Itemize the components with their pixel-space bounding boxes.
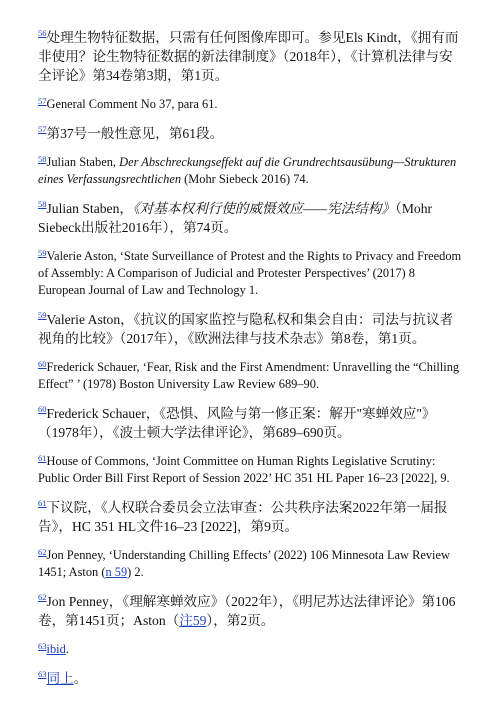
footnote-number-link[interactable]: 57: [38, 96, 47, 106]
footnote-62-en: [38, 547, 464, 581]
cross-reference-link[interactable]: 同上: [46, 671, 74, 686]
footnote-62-cn: [38, 592, 464, 630]
footnote-56-cn: [38, 28, 464, 85]
footnote-title-italic: Der Abschreckungseffekt auf die Grundrechtsausübung—Strukturen eines Verfassungsrechtlichen: [38, 155, 457, 186]
footnote-number-link[interactable]: 59: [38, 310, 47, 320]
footnote-60-en: [38, 359, 464, 393]
footnote-number-link[interactable]: 63: [38, 669, 47, 679]
footnote-61-en: [38, 453, 464, 487]
footnote-57-en: [38, 96, 464, 113]
footnote-text: (Mohr Siebeck 2016) 74.: [181, 172, 309, 186]
footnote-text: （Mohr Siebeck出版社2016年），第74页。: [38, 201, 433, 235]
footnote-text: .: [65, 642, 69, 656]
footnote-text: House of Commons, ‘Joint Committee on Human Rights Legislative Scrutiny: Public Order Bill First Report of Session 2022’ HC 351 HL Paper 16–23 [2022], 9.: [38, 454, 450, 485]
footnote-number-link[interactable]: 58: [38, 154, 47, 164]
footnote-text: Julian Staben,: [46, 155, 120, 169]
footnote-58-cn: [38, 199, 464, 237]
footnote-text: Julian Staben，: [46, 201, 133, 216]
footnote-text: General Comment No 37, para 61.: [46, 97, 218, 111]
footnote-text: 。: [73, 671, 88, 686]
footnote-61-cn: [38, 498, 464, 536]
footnote-number-link[interactable]: 60: [38, 359, 47, 369]
footnote-title-italic: 《对基本权利行使的威慑效应——宪法结构》: [132, 201, 396, 216]
footnote-text: 下议院，《人权联合委员会立法审查：公共秩序法案2022年第一届报告》，HC 351 HL文件16–23 [2022]，第9页。: [38, 500, 448, 534]
footnote-number-link[interactable]: 59: [38, 248, 47, 258]
footnote-63-en: [38, 641, 464, 658]
footnote-text: Jon Penney, ‘Understanding Chilling Effects’ (2022) 106 Minnesota Law Review 1451; Aston (: [38, 548, 450, 579]
footnote-text: ），第2页。: [206, 613, 275, 628]
footnote-60-cn: [38, 404, 464, 442]
footnote-number-link[interactable]: 57: [38, 124, 47, 134]
footnote-text: ) 2.: [127, 565, 144, 579]
footnote-number-link[interactable]: 61: [38, 453, 47, 463]
footnote-text: Jon Penney，《理解寒蝉效应》（2022年），《明尼苏达法律评论》第106卷，第1451页；Aston（: [38, 594, 456, 628]
footnote-number-link[interactable]: 62: [38, 592, 47, 602]
cross-reference-link[interactable]: ibid: [46, 642, 66, 656]
footnote-59-en: [38, 248, 464, 299]
footnote-text: 第37号一般性意见，第61段。: [46, 126, 224, 141]
footnote-57-cn: [38, 124, 464, 143]
cross-reference-link[interactable]: 注59: [179, 613, 207, 628]
footnote-number-link[interactable]: 60: [38, 404, 47, 414]
footnote-text: Valerie Aston，《抗议的国家监控与隐私权和集会自由：司法与抗议者视角的比较》（2017年），《欧洲法律与技术杂志》第8卷，第1页。: [38, 312, 454, 346]
footnote-number-link[interactable]: 62: [38, 547, 47, 557]
footnote-63-cn: [38, 669, 464, 688]
footnote-number-link[interactable]: 63: [38, 641, 47, 651]
footnote-number-link[interactable]: 61: [38, 498, 47, 508]
footnote-text: Valerie Aston, ‘State Surveillance of Protest and the Rights to Privacy and Freedom of Assembly: A Comparison of Judicial and Protester Perspectives’ (2017) 8 European Journal of Law and Technology 1.: [38, 249, 462, 297]
footnote-59-cn: [38, 310, 464, 348]
footnote-text: Frederick Schauer，《恐惧、风险与第一修正案：解开"寒蝉效应"》（1978年），《波士顿大学法律评论》，第689–690页。: [38, 406, 436, 440]
footnote-text: Frederick Schauer, ‘Fear, Risk and the First Amendment: Unravelling the “Chilling Effect” ’ (1978) Boston University Law Review 689–90.: [38, 360, 460, 391]
footnote-number-link[interactable]: 56: [38, 28, 47, 38]
footnote-58-en: [38, 154, 464, 188]
footnote-text: 处理生物特征数据，只需有任何图像库即可。参见Els Kindt，《拥有而非使用？论生物特征数据的新法律制度》（2018年），《计算机法律与安全评论》第34卷第3期，第1页。: [38, 30, 459, 83]
cross-reference-link[interactable]: n 59: [105, 565, 128, 579]
footnote-number-link[interactable]: 58: [38, 199, 47, 209]
